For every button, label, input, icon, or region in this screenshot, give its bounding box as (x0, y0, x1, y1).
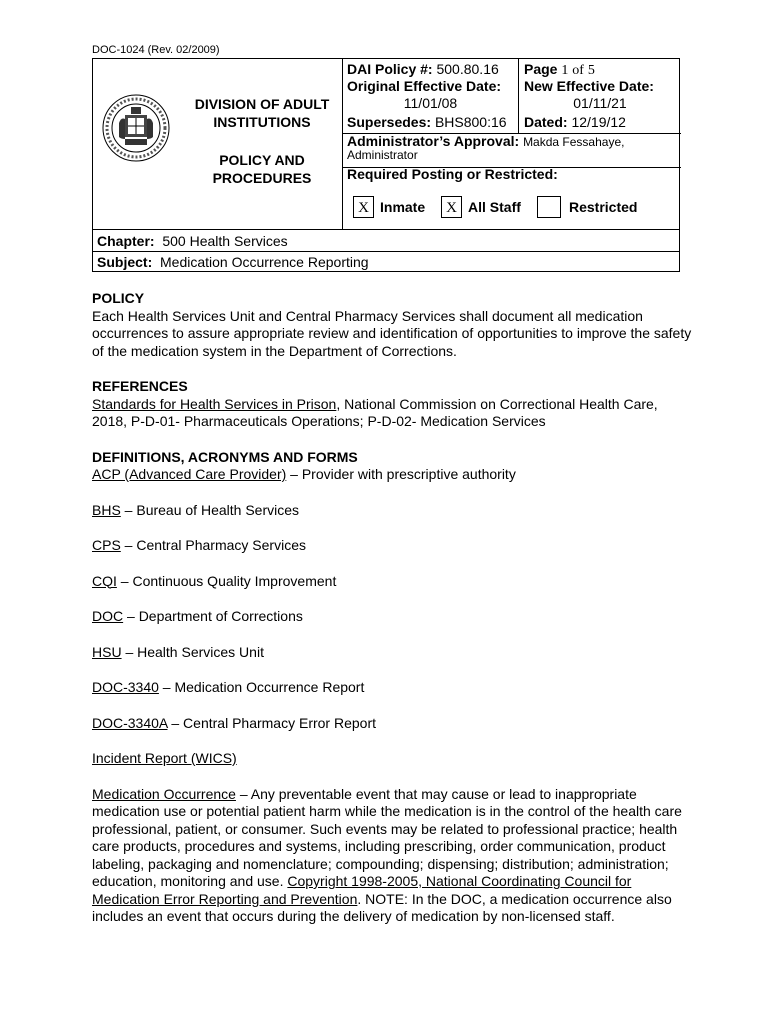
state-seal-logo (101, 93, 171, 163)
medication-occurrence-definition: Medication Occurrence – Any preventable event that may cause or lead to inappropriate medication use or potential patient harm while the medication is in the control of the health care professional, patient, or consumer. Such events may be related to professional practice; health care products, procedures and systems, including prescribing, order communication, product labeling, packaging and nomenclature; compounding; dispensing; distribution; administration; education, monitoring and use. Copyright 1998-2005, National Coordinating Council for Medication Error Reporting and Prevention. NOTE: In the DOC, a medication occurrence also includes an event that occurs during the delivery of medication by non-licensed staff. (92, 785, 682, 924)
definition-item (92, 502, 692, 520)
definition-item (92, 644, 692, 662)
definition-term[interactable]: CQI (92, 572, 117, 589)
definition-item (92, 679, 692, 697)
definition-term[interactable]: Incident Report (WICS) (92, 750, 237, 766)
form-id: DOC-1024 (Rev. 02/2009) (92, 44, 220, 56)
definition-term[interactable]: DOC (92, 608, 124, 624)
definition-item (92, 573, 692, 591)
inmate-label: Inmate (380, 199, 426, 215)
definition-term[interactable]: BHS (92, 501, 121, 518)
org-line-3: POLICY AND (219, 152, 305, 168)
definition-term[interactable]: DOC-3340A (92, 714, 168, 731)
policy-heading: POLICY (92, 290, 145, 306)
all-staff-checkbox[interactable]: X (441, 196, 462, 218)
required-posting-label: Required Posting or Restricted: (347, 166, 558, 182)
restricted-label: Restricted (569, 199, 638, 215)
new-effective-date: 01/11/21 (573, 95, 627, 111)
document-body (92, 290, 692, 926)
original-effective-date-label: Original Effective Date: (347, 78, 502, 94)
policy-info-block (342, 59, 681, 229)
definitions-list (92, 466, 692, 768)
definitions-heading: DEFINITIONS, ACRONYMS AND FORMS (92, 448, 358, 465)
original-effective-date: 11/01/08 (403, 95, 458, 111)
definition-item (92, 715, 692, 733)
administrator-approval: Administrator’s Approval: Makda Fessahaye, (347, 133, 625, 149)
definition-item (92, 466, 692, 484)
org-line-1: DIVISION OF ADULT (194, 96, 330, 112)
references-heading: REFERENCES (92, 378, 188, 394)
org-line-4: PROCEDURES (212, 170, 312, 186)
new-effective-date-label: New Effective Date: (524, 78, 654, 94)
definition-desc: – Health Services Unit (121, 643, 264, 660)
definition-desc: – Department of Corrections (123, 608, 303, 624)
definition-desc: – Continuous Quality Improvement (116, 572, 337, 589)
policy-text: Each Health Services Unit and Central Pharmacy Services shall document all medication occurrences to assure appropriate review and identification of opportunities to improve the safety of the medication system in the Department of Corrections. (92, 307, 692, 359)
references-text: Standards for Health Services in Prison, National Commission on Correctional Health Care, 2018, P-D-01- Pharmaceuticals Operations; P-D-02- Medication Services (92, 395, 658, 429)
definition-desc: – Provider with prescriptive authority (286, 466, 516, 482)
definition-term[interactable]: Medication Occurrence (92, 785, 236, 802)
all-staff-label: All Staff (468, 199, 521, 215)
dated: Dated: 12/19/12 (524, 114, 626, 130)
supersedes: Supersedes: BHS800:16 (347, 114, 507, 130)
subject-row: Subject: Medication Occurrence Reporting (93, 251, 679, 272)
definition-desc: – Medication Occurrence Report (158, 679, 365, 695)
policy-number: DAI Policy #: 500.80.16 (347, 61, 499, 77)
approval-title: Administrator (347, 148, 418, 162)
definition-item (92, 750, 692, 768)
division-title (177, 95, 347, 187)
inmate-checkbox[interactable]: X (353, 196, 374, 218)
definition-term[interactable]: HSU (92, 643, 122, 660)
definition-term[interactable]: CPS (92, 537, 121, 553)
page-indicator: Page 1 of 5 (524, 61, 595, 78)
definition-desc: – Bureau of Health Services (120, 501, 300, 518)
references-link[interactable]: Standards for Health Services in Prison (92, 395, 337, 412)
chapter-row: Chapter: 500 Health Services (93, 229, 679, 251)
restricted-checkbox[interactable] (537, 196, 561, 218)
policy-header-table (92, 58, 680, 272)
definition-desc: – Central Pharmacy Services (120, 537, 306, 553)
definition-item (92, 608, 692, 626)
org-line-2: INSTITUTIONS (213, 114, 311, 130)
nccmerp-link[interactable]: Copyright 1998-2005, National Coordinating Council for Medication Error Reporting and Prevention (92, 873, 632, 907)
definition-item (92, 537, 692, 555)
definition-desc: – Central Pharmacy Error Report (167, 714, 377, 731)
definition-term[interactable]: ACP (Advanced Care Provider) (92, 466, 287, 482)
definition-term[interactable]: DOC-3340 (92, 679, 159, 695)
